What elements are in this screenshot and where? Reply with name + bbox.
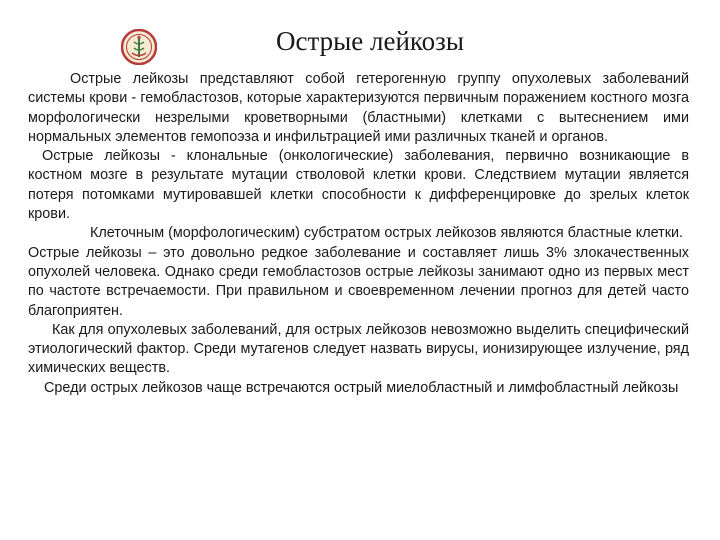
page-title: Острые лейкозы xyxy=(276,26,464,56)
paragraph-definition: Острые лейкозы представляют собой гетерогенную группу опухолевых заболеваний системы крови - гемобластозов, которые характеризуются первичным поражением костного мозга морфологически незрелыми кроветворными (бластными) клетками с вытеснением ими нормальных элементов гемопоэза и инфильтрацией ими различных тканей и органов. xyxy=(28,71,689,145)
paragraph-etiology: Как для опухолевых заболеваний, для острых лейкозов невозможно выделить специфический этиологический фактор. Среди мутагенов следует назвать вирусы, ионизирующее излучение, ряд химических веществ. xyxy=(28,321,689,377)
emblem-logo xyxy=(121,29,157,65)
paragraph-epidemiology: Острые лейкозы – это довольно редкое заболевание и составляет лишь 3% злокачественных опухолей человека. Однако среди гемобластозов острые лейкозы занимают одно из первых мест по частоте встречаемости. При правильном и своевременном лечении прогноз для детей часто благоприятен. xyxy=(28,244,689,319)
text-body xyxy=(28,70,689,398)
paragraph-clonal-nature: Острые лейкозы - клональные (онкологические) заболевания, первично возникающие в костном мозге в результате мутации стволовой клетки крови. Следствием мутации является потеря потомками мутировавшей клетки способности к дифференцировке до зрелых клеток крови. xyxy=(28,148,689,223)
paragraph-common-types: Среди острых лейкозов чаще встречаются острый миелобластный и лимфобластный лейкозы xyxy=(44,379,679,396)
paragraph-substrate: Клеточным (морфологическим) субстратом острых лейкозов являются бластные клетки. xyxy=(90,225,684,242)
